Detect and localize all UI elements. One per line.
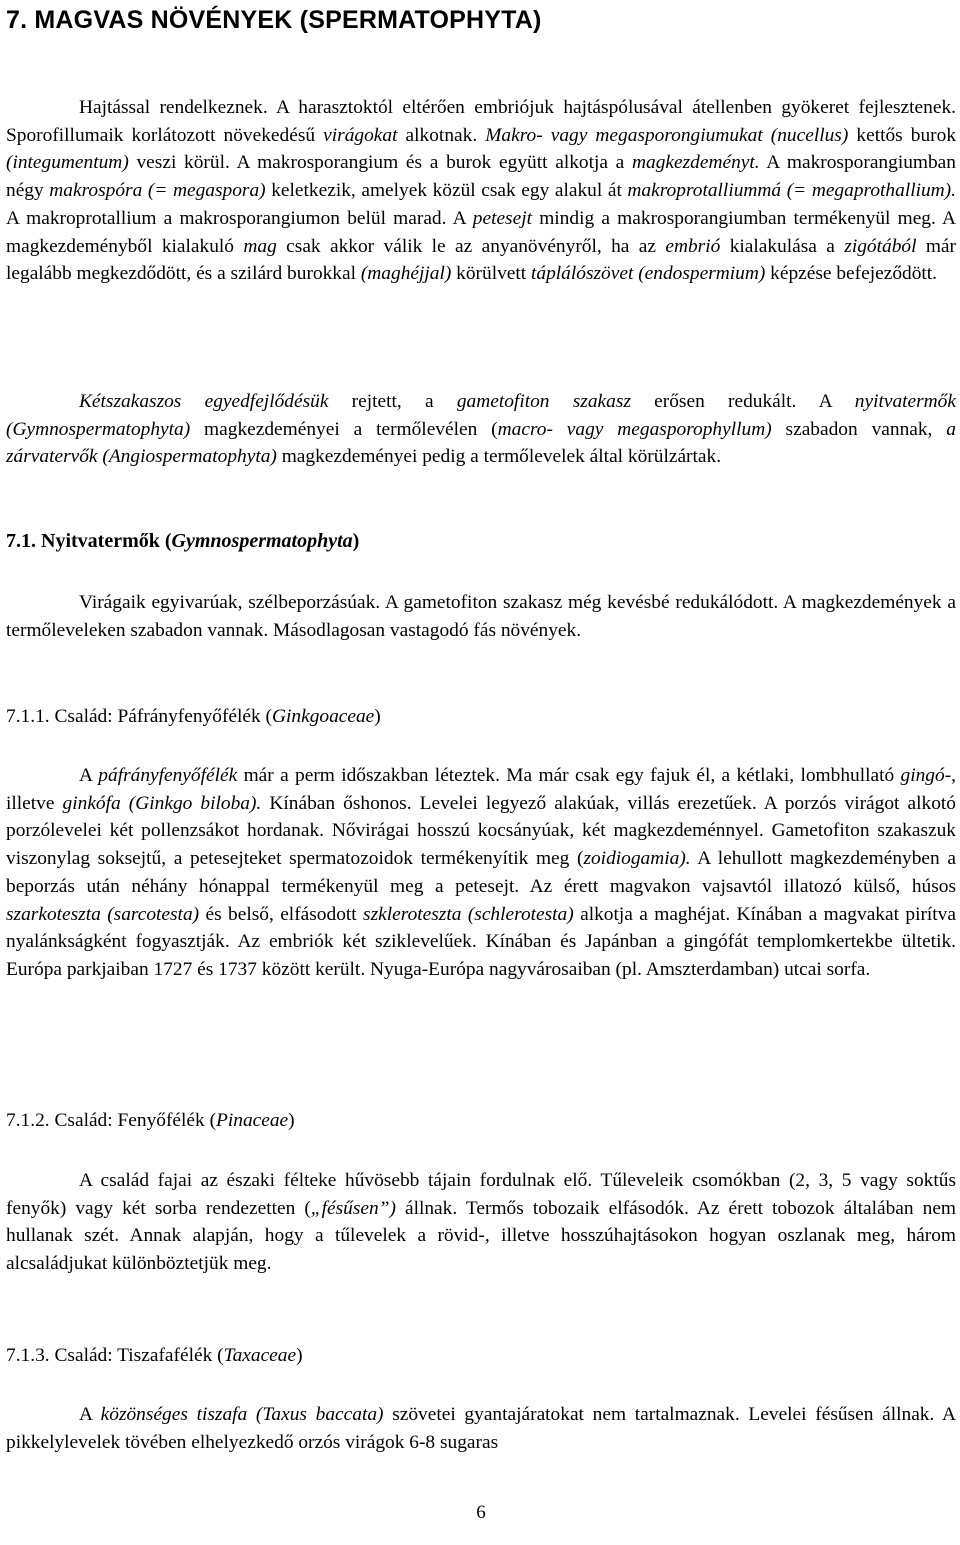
section-heading-7-1-1: 7.1.1. Család: Páfrányfenyőfélék (Ginkgoaceae)	[6, 706, 381, 727]
section-7-1-1-paragraph: A páfrányfenyőfélék már a perm időszakban léteztek. Ma már csak egy fajuk él, a kétlaki, lombhullató gingó-, illetve ginkófa (Ginkgo biloba). Kínában őshonos. Levelei legyező alakúak, villás erezetűek. A porzós virágot alkotó porzólevelei két pollenzsákot hordanak. Nővirágai hosszú kocsányúak, két magkezdeménnyel. Gametofiton szakaszuk viszonylag soksejtű, a petesejteket spermatozoidok termékenyítik meg (zoidiogamia). A lehullott magkezdeményben a beporzás után néhány hónappal termékenyül meg a petesejt. Az érett magvakon vajsavtól illatozó külső, húsos szarkoteszta (sarcotesta) és belső, elfásodott szkleroteszta (schlerotesta) alkotja a maghéjat. Kínában a magvakat pirítva nyalánkságként fogyasztják. Az embriók két sziklevelűek. Kínában és Japánban a gingófát templomkertekbe ültetik. Európa parkjaiban 1727 és 1737 között került. Nyuga-Európa nagyvárosaiban (pl. Amszterdamban) utcai sorfa.	[6, 765, 957, 980]
section-7-1-paragraph: Virágaik egyivarúak, szélbeporzásúak. A gametofiton szakasz még kevésbé redukálódott. A magkezdemények a termőleveleken szabadon vannak. Másodlagosan vastagodó fás növények.	[6, 592, 956, 641]
section-7-1-3-paragraph: A közönséges tiszafa (Taxus baccata) szövetei gyantajáratokat nem tartalmaznak. Levelei fésűsen állnak. A pikkelylevelek tövében elhelyezkedő orzós virágok 6-8 sugaras	[6, 1404, 956, 1453]
section-7-1-2-paragraph: A család fajai az északi félteke hűvösebb tájain fordulnak elő. Tűleveleik csomókban (2, 3, 5 vagy soktűs fenyők) vagy két sorba rendezetten („fésűsen”) állnak. Termős tobozaik elfásodók. Az érett tobozok általában nem hullanak szét. Annak alapján, hogy a tűlevelek a rövid-, illetve hosszúhajtásokon hogyan oszlanak meg, három alcsaládjukat különböztetjük meg.	[6, 1170, 957, 1275]
chapter-title: 7. MAGVAS NÖVÉNYEK (SPERMATOPHYTA)	[6, 6, 542, 34]
section-heading-7-1-3: 7.1.3. Család: Tiszafafélék (Taxaceae)	[6, 1345, 303, 1366]
section-heading-7-1-2: 7.1.2. Család: Fenyőfélék (Pinaceae)	[6, 1110, 295, 1131]
lifecycle-paragraph: Kétszakaszos egyedfejlődésük rejtett, a gametofiton szakasz erősen redukált. A nyitvatermők (Gymnospermatophyta) magkezdeményei a termőlevélen (macro- vagy megasporophyllum) szabadon vannak, a zárvatervők (Angiospermatophyta) magkezdeményei pedig a termőlevelek által körülzártak.	[6, 391, 956, 468]
page-number: 6	[476, 1502, 486, 1523]
intro-paragraph: Hajtással rendelkeznek. A harasztoktól eltérően embriójuk hajtáspólusával átellenben gyökeret fejlesztenek. Sporofillumaik korlátozott növekedésű virágokat alkotnak. Makro- vagy megasporongiumukat (nucellus) kettős burok (integumentum) veszi körül. A makrosporangium és a burok együtt alkotja a magkezdeményt. A makrosporangiumban négy makrospóra (= megaspora) keletkezik, amelyek közül csak egy alakul át makroprotalliummá (= megaprothallium). A makroprotallium a makrosporangiumon belül marad. A petesejt mindig a makrosporangiumban termékenyül meg. A magkezdeményből kialakuló mag csak akkor válik le az anyanövényről, ha az embrió kialakulása a zigótából már legalább megkezdődött, és a szilárd burokkal (maghéjjal) körülvett táplálószövet (endospermium) képzése befejeződött.	[6, 97, 957, 285]
section-heading-7-1: 7.1. Nyitvatermők (Gymnospermatophyta)	[6, 530, 360, 552]
